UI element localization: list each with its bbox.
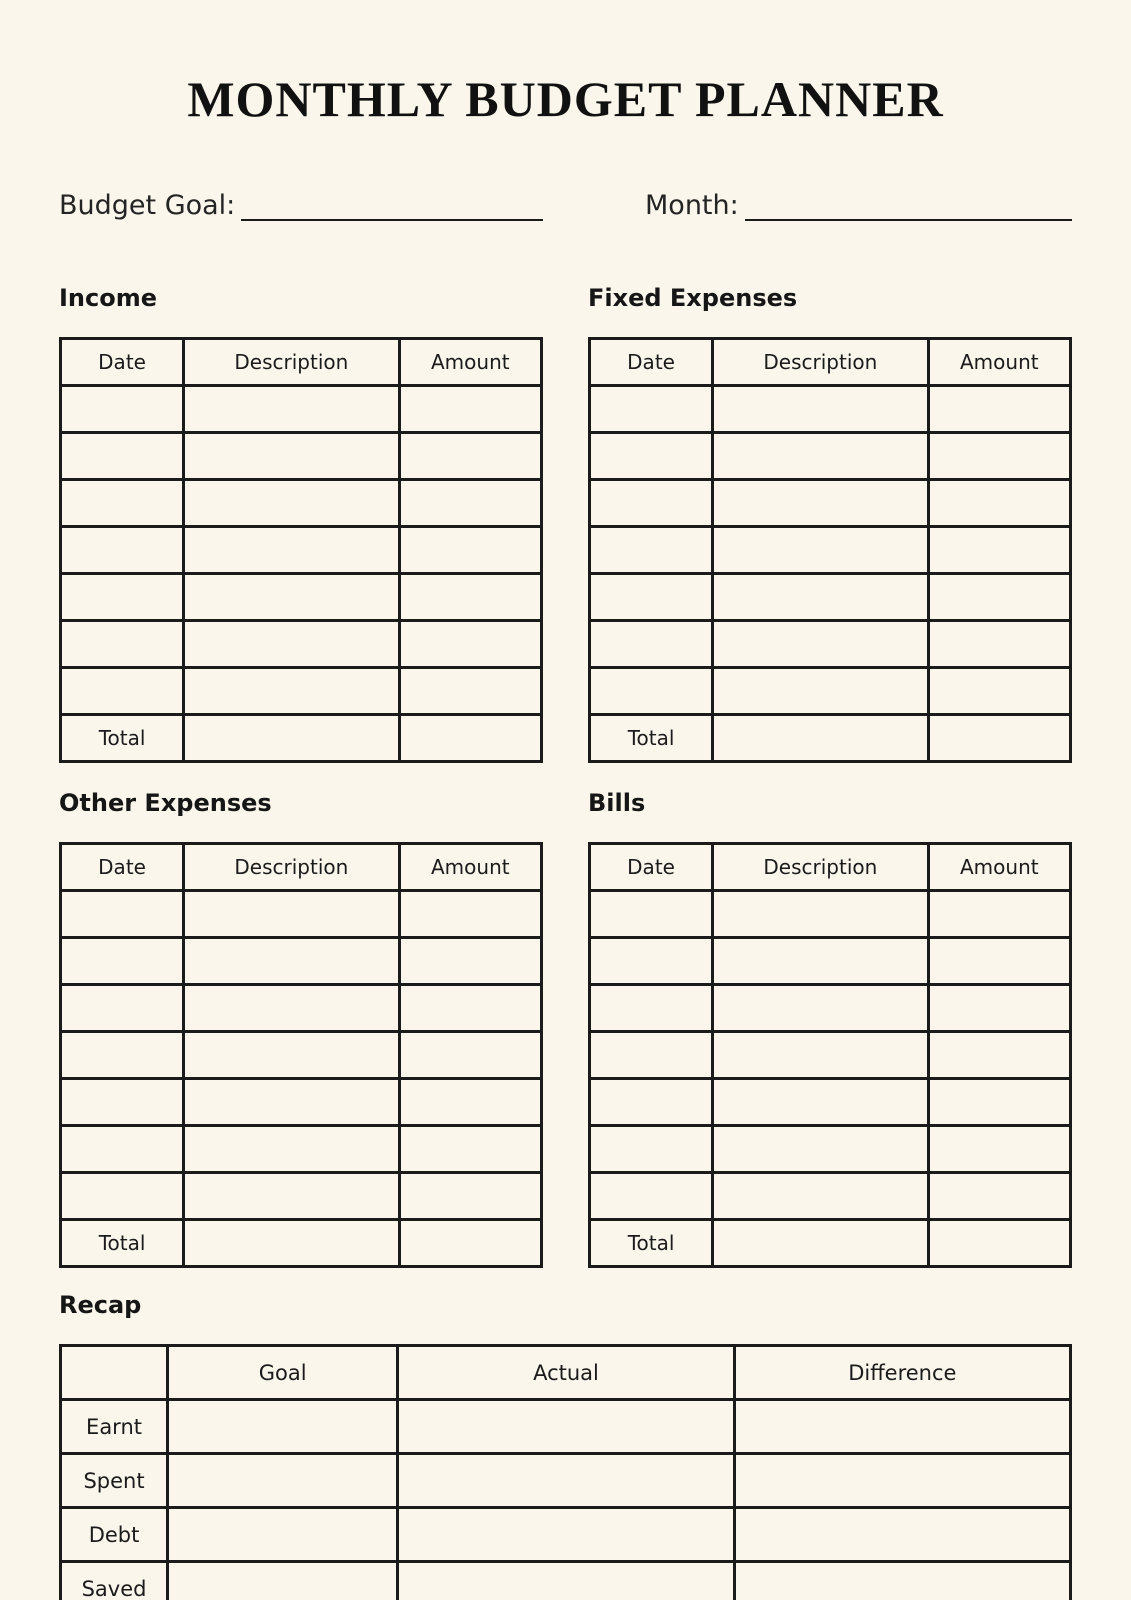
bills-table: [588, 842, 1072, 1268]
empty-cell[interactable]: [184, 891, 399, 938]
empty-cell[interactable]: [184, 1032, 399, 1079]
entry-row: [61, 891, 542, 938]
recap-row-label: Saved: [61, 1562, 168, 1600]
date-column-header: Date: [590, 339, 713, 386]
total-amount-cell[interactable]: [399, 1220, 541, 1267]
fixed-expenses-heading: Fixed Expenses: [588, 284, 798, 312]
section-fixed-expenses: [588, 283, 1072, 763]
budget-goal-label: Budget Goal:: [59, 189, 236, 221]
empty-cell[interactable]: [713, 1032, 928, 1079]
total-amount-cell[interactable]: [399, 715, 541, 762]
entry-row: [590, 1173, 1071, 1220]
goal-cell[interactable]: [168, 1400, 398, 1454]
month-field: [645, 189, 1072, 221]
empty-cell[interactable]: [399, 527, 541, 574]
goal-cell[interactable]: [168, 1562, 398, 1600]
entry-row: [61, 1079, 542, 1126]
actual-cell[interactable]: [398, 1400, 734, 1454]
amount-column-header: Amount: [928, 844, 1070, 891]
total-row: [590, 715, 1071, 762]
empty-cell[interactable]: [184, 621, 399, 668]
budget-goal-field: [59, 189, 543, 221]
entry-row: [61, 621, 542, 668]
actual-cell[interactable]: [398, 1454, 734, 1508]
empty-cell[interactable]: [399, 621, 541, 668]
empty-cell[interactable]: [61, 1032, 184, 1079]
empty-cell[interactable]: [590, 1079, 713, 1126]
empty-cell[interactable]: [928, 1079, 1070, 1126]
entry-row: [590, 574, 1071, 621]
total-amount-cell[interactable]: [928, 1220, 1070, 1267]
difference-cell[interactable]: [734, 1562, 1070, 1600]
empty-cell[interactable]: [184, 574, 399, 621]
recap-table: [59, 1344, 1072, 1600]
empty-cell[interactable]: [590, 938, 713, 985]
empty-cell[interactable]: [399, 985, 541, 1032]
total-description-cell[interactable]: [713, 1220, 928, 1267]
section-other-expenses: [59, 788, 543, 1268]
entry-row: [590, 386, 1071, 433]
total-row: [61, 715, 542, 762]
empty-cell[interactable]: [61, 938, 184, 985]
header-row: [61, 844, 542, 891]
section-row-2: [59, 788, 1072, 1268]
other-expenses-table: [59, 842, 543, 1268]
empty-cell[interactable]: [928, 938, 1070, 985]
empty-cell[interactable]: [184, 1126, 399, 1173]
empty-cell[interactable]: [184, 668, 399, 715]
recap-row-debt: [61, 1508, 1071, 1562]
empty-cell[interactable]: [928, 1032, 1070, 1079]
entry-row: [61, 668, 542, 715]
total-description-cell[interactable]: [184, 715, 399, 762]
empty-cell[interactable]: [590, 668, 713, 715]
empty-cell[interactable]: [399, 891, 541, 938]
description-column-header: Description: [713, 844, 928, 891]
entry-row: [61, 433, 542, 480]
description-column-header: Description: [184, 844, 399, 891]
actual-cell[interactable]: [398, 1508, 734, 1562]
month-input-line[interactable]: [745, 189, 1072, 221]
empty-cell[interactable]: [928, 433, 1070, 480]
empty-cell[interactable]: [184, 527, 399, 574]
empty-cell[interactable]: [61, 433, 184, 480]
empty-cell[interactable]: [399, 1173, 541, 1220]
entry-row: [61, 480, 542, 527]
page-title: MONTHLY BUDGET PLANNER: [187, 71, 944, 127]
empty-cell[interactable]: [713, 433, 928, 480]
empty-cell[interactable]: [928, 891, 1070, 938]
empty-cell[interactable]: [61, 574, 184, 621]
empty-cell[interactable]: [590, 574, 713, 621]
empty-cell[interactable]: [184, 938, 399, 985]
date-column-header: Date: [590, 844, 713, 891]
empty-cell[interactable]: [590, 1173, 713, 1220]
recap-heading: Recap: [59, 1291, 142, 1319]
empty-cell[interactable]: [184, 433, 399, 480]
empty-cell[interactable]: [399, 1079, 541, 1126]
difference-column-header: Difference: [734, 1346, 1070, 1400]
recap-row-label: Earnt: [61, 1400, 168, 1454]
empty-cell[interactable]: [590, 433, 713, 480]
description-column-header: Description: [184, 339, 399, 386]
empty-cell[interactable]: [61, 1173, 184, 1220]
empty-cell[interactable]: [61, 985, 184, 1032]
empty-cell[interactable]: [928, 1173, 1070, 1220]
empty-cell[interactable]: [590, 891, 713, 938]
entry-row: [590, 480, 1071, 527]
difference-cell[interactable]: [734, 1454, 1070, 1508]
empty-cell[interactable]: [590, 386, 713, 433]
fixed-expenses-table: [588, 337, 1072, 763]
actual-cell[interactable]: [398, 1562, 734, 1600]
empty-cell[interactable]: [713, 480, 928, 527]
section-bills: [588, 788, 1072, 1268]
date-column-header: Date: [61, 844, 184, 891]
recap-row-label: Spent: [61, 1454, 168, 1508]
month-label: Month:: [645, 189, 739, 221]
goal-cell[interactable]: [168, 1508, 398, 1562]
goal-cell[interactable]: [168, 1454, 398, 1508]
empty-cell[interactable]: [713, 1126, 928, 1173]
empty-cell[interactable]: [928, 668, 1070, 715]
empty-cell[interactable]: [713, 668, 928, 715]
budget-goal-input-line[interactable]: [241, 189, 543, 221]
description-column-header: Description: [713, 339, 928, 386]
total-amount-cell[interactable]: [928, 715, 1070, 762]
recap-row-spent: [61, 1454, 1071, 1508]
entry-row: [590, 1079, 1071, 1126]
section-row-1: [59, 283, 1072, 763]
entry-row: [61, 574, 542, 621]
empty-cell[interactable]: [399, 1126, 541, 1173]
amount-column-header: Amount: [928, 339, 1070, 386]
empty-cell[interactable]: [61, 386, 184, 433]
entry-row: [590, 1032, 1071, 1079]
empty-cell[interactable]: [713, 386, 928, 433]
empty-cell[interactable]: [928, 1126, 1070, 1173]
difference-cell[interactable]: [734, 1508, 1070, 1562]
empty-cell[interactable]: [713, 891, 928, 938]
difference-cell[interactable]: [734, 1400, 1070, 1454]
empty-cell[interactable]: [61, 621, 184, 668]
empty-cell[interactable]: [928, 527, 1070, 574]
total-row: [590, 1220, 1071, 1267]
empty-cell[interactable]: [399, 433, 541, 480]
entry-row: [590, 668, 1071, 715]
entry-row: [590, 891, 1071, 938]
empty-cell[interactable]: [928, 574, 1070, 621]
goal-column-header: Goal: [168, 1346, 398, 1400]
total-row: [61, 1220, 542, 1267]
total-label: Total: [61, 715, 184, 762]
empty-cell[interactable]: [713, 574, 928, 621]
empty-cell[interactable]: [399, 574, 541, 621]
header-row: [590, 339, 1071, 386]
empty-cell[interactable]: [590, 985, 713, 1032]
empty-cell[interactable]: [399, 938, 541, 985]
entry-row: [590, 527, 1071, 574]
empty-cell[interactable]: [713, 985, 928, 1032]
recap-row-label: Debt: [61, 1508, 168, 1562]
empty-cell[interactable]: [590, 1032, 713, 1079]
amount-column-header: Amount: [399, 844, 541, 891]
entry-row: [590, 938, 1071, 985]
empty-cell[interactable]: [713, 938, 928, 985]
recap-corner-cell: [61, 1346, 168, 1400]
total-label: Total: [61, 1220, 184, 1267]
empty-cell[interactable]: [590, 480, 713, 527]
entry-row: [61, 1173, 542, 1220]
header-row: [61, 339, 542, 386]
header-fields-row: [59, 179, 1072, 221]
recap-row-saved: [61, 1562, 1071, 1600]
empty-cell[interactable]: [399, 668, 541, 715]
entry-row: [590, 433, 1071, 480]
empty-cell[interactable]: [61, 668, 184, 715]
empty-cell[interactable]: [399, 480, 541, 527]
empty-cell[interactable]: [928, 386, 1070, 433]
empty-cell[interactable]: [713, 527, 928, 574]
empty-cell[interactable]: [184, 1173, 399, 1220]
empty-cell[interactable]: [61, 480, 184, 527]
income-table: [59, 337, 543, 763]
date-column-header: Date: [61, 339, 184, 386]
empty-cell[interactable]: [61, 891, 184, 938]
section-recap: [59, 1290, 1072, 1600]
empty-cell[interactable]: [928, 621, 1070, 668]
entry-row: [590, 985, 1071, 1032]
empty-cell[interactable]: [399, 386, 541, 433]
header-row: [590, 844, 1071, 891]
entry-row: [61, 527, 542, 574]
total-description-cell[interactable]: [184, 1220, 399, 1267]
empty-cell[interactable]: [184, 985, 399, 1032]
total-label: Total: [590, 715, 713, 762]
entry-row: [61, 985, 542, 1032]
recap-row-earnt: [61, 1400, 1071, 1454]
entry-row: [61, 1032, 542, 1079]
empty-cell[interactable]: [713, 621, 928, 668]
income-heading: Income: [59, 284, 158, 312]
entry-row: [61, 938, 542, 985]
empty-cell[interactable]: [590, 527, 713, 574]
total-label: Total: [590, 1220, 713, 1267]
empty-cell[interactable]: [399, 1032, 541, 1079]
empty-cell[interactable]: [184, 1079, 399, 1126]
empty-cell[interactable]: [928, 480, 1070, 527]
entry-row: [61, 386, 542, 433]
empty-cell[interactable]: [61, 1079, 184, 1126]
amount-column-header: Amount: [399, 339, 541, 386]
entry-row: [590, 621, 1071, 668]
empty-cell[interactable]: [590, 621, 713, 668]
entry-row: [61, 1126, 542, 1173]
bills-heading: Bills: [588, 789, 646, 817]
empty-cell[interactable]: [184, 480, 399, 527]
section-income: [59, 283, 543, 763]
total-description-cell[interactable]: [713, 715, 928, 762]
recap-header-row: [61, 1346, 1071, 1400]
actual-column-header: Actual: [398, 1346, 734, 1400]
empty-cell[interactable]: [713, 1173, 928, 1220]
other-expenses-heading: Other Expenses: [59, 789, 272, 817]
empty-cell[interactable]: [184, 386, 399, 433]
entry-row: [590, 1126, 1071, 1173]
empty-cell[interactable]: [590, 1126, 713, 1173]
empty-cell[interactable]: [61, 527, 184, 574]
empty-cell[interactable]: [713, 1079, 928, 1126]
empty-cell[interactable]: [928, 985, 1070, 1032]
empty-cell[interactable]: [61, 1126, 184, 1173]
